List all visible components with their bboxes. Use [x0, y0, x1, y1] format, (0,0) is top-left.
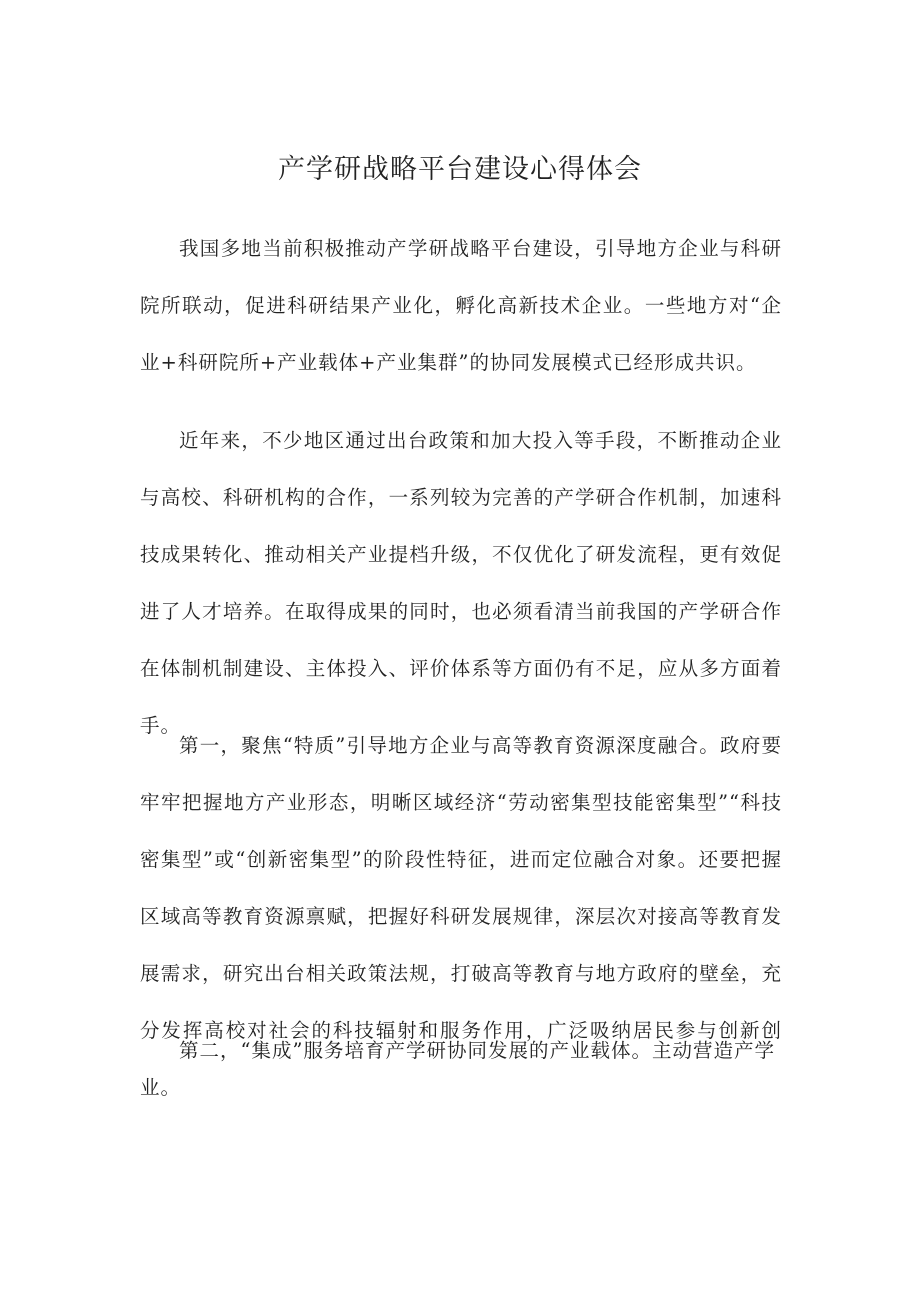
paragraph-3: 第一，聚焦“特质”引导地方企业与高等教育资源深度融合。政府要牢牢把握地方产业形态，明晰区域经济“劳动密集型技能密集型”“科技密集型”或“创新密集型”的阶段性特征，进而定位融合对象。还要把握区域高等教育资源禀赋，把握好科研发展规律，深层次对接高等教育发展需求，研究出台相关政策法规，打破高等教育与地方政府的壁垒，充分发挥高校对社会的科技辐射和服务作用，广泛吸纳居民参与创新创业。: [140, 734, 782, 1099]
paragraph-1: 我国多地当前积极推动产学研战略平台建设，引导地方企业与科研院所联动，促进科研结果产业化，孵化高新技术企业。一些地方对“企业+科研院所+产业载体+产业集群”的协同发展模式已经形成共识。: [140, 237, 782, 374]
paragraph-4: 第二，“集成”服务培育产学研协同发展的产业载体。主动营造产学: [179, 1039, 775, 1062]
document-title: 产学研战略平台建设心得体会: [278, 154, 642, 185]
paragraph-2: 近年来，不少地区通过出台政策和加大投入等手段，不断推动企业与高校、科研机构的合作，一系列较为完善的产学研合作机制，加速科技成果转化、推动相关产业提档升级，不仅优化了研发流程，更有效促进了人才培养。在取得成果的同时，也必须看清当前我国的产学研合作在体制机制建设、主体投入、评价体系等方面仍有不足，应从多方面着手。: [140, 429, 782, 737]
